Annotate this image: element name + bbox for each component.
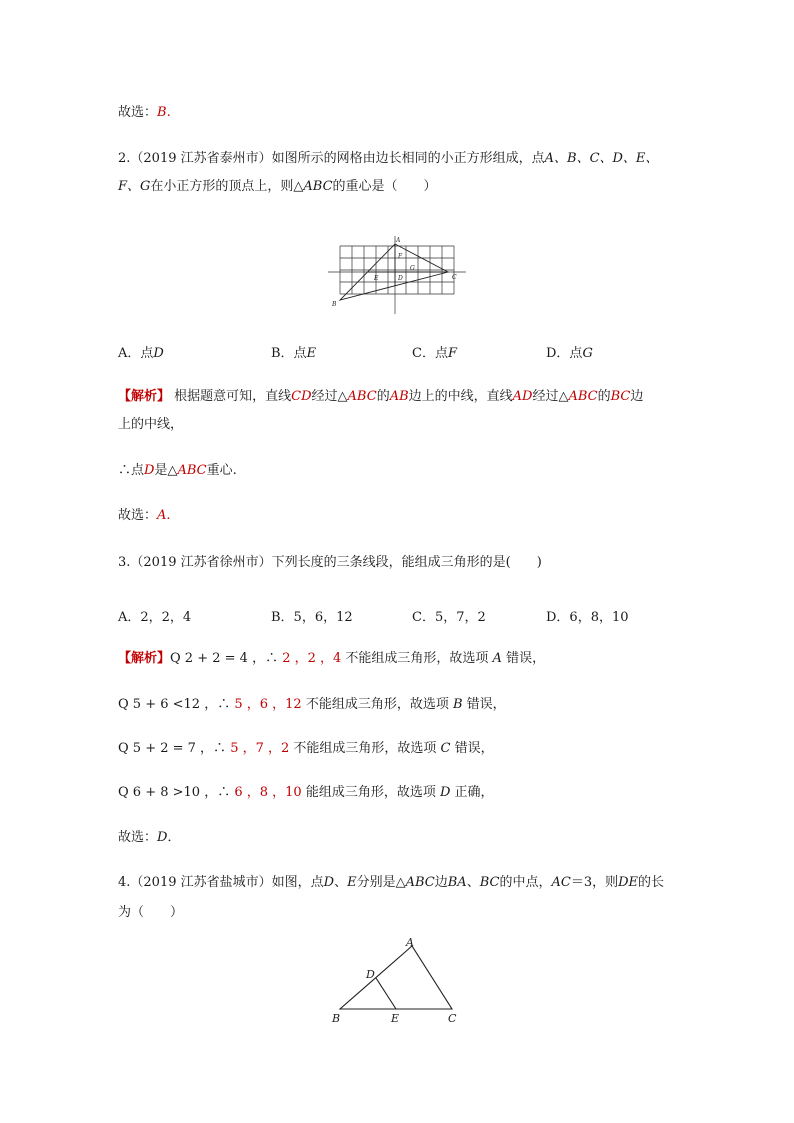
q2-option-a: A．点D <box>118 346 164 361</box>
fig2-label-B: B <box>332 301 337 308</box>
q3-step-4: Q 6 + 8 >10 ，∴ 6 ，8 ，10 能组成三角形，故选项 D 正确， <box>118 785 494 800</box>
previous-answer: 故选：B. <box>118 105 171 120</box>
q3-option-b: B．5，6，12 <box>271 610 353 625</box>
fig2-label-F: F <box>398 253 403 260</box>
q2-analysis-line1: 【解析】 根据题意可知，直线CD经过△ABC的AB边上的中线，直线AD经过△ABC的BC边 <box>118 389 644 404</box>
fig2-label-C: C <box>452 274 457 281</box>
q2-option-c: C．点F <box>412 346 457 361</box>
q4-triangle-figure <box>326 934 466 1030</box>
q3-option-d: D．6，8，10 <box>546 610 629 625</box>
q3-option-a: A．2，2，4 <box>118 610 192 625</box>
q2-stem-line1: 2.（2019 江苏省泰州市）如图所示的网格由边长相同的小正方形组成，点A、B、C、D、E、 <box>118 151 659 166</box>
q3-step-2: Q 5 + 6 <12 ，∴ 5 ，6 ，12 不能组成三角形，故选项 B 错误， <box>118 697 506 712</box>
q2-option-d: D．点G <box>546 346 593 361</box>
q2-option-b: B．点E <box>271 346 317 361</box>
q3-step-1: 【解析】Q 2 + 2 = 4 ，∴ 2 ，2 ，4 不能组成三角形，故选项 A 错误， <box>118 651 546 666</box>
fig2-label-D: D <box>398 275 403 282</box>
q3-step-3: Q 5 + 2 = 7 ，∴ 5 ，7 ，2 不能组成三角形，故选项 C 错误， <box>118 741 494 756</box>
q2-grid-figure <box>324 234 470 316</box>
fig4-label-D: D <box>366 968 375 981</box>
fig4-label-C: C <box>448 1012 457 1025</box>
q2-conclusion: ∴点D是△ABC重心. <box>118 463 237 478</box>
q2-answer: 故选：A. <box>118 508 171 523</box>
fig2-label-G: G <box>410 265 415 272</box>
fig2-label-E: E <box>374 275 379 282</box>
fig4-label-A: A <box>406 936 414 949</box>
q2-stem-line2: F、G在小正方形的顶点上，则△ABC的重心是（ ） <box>118 179 437 194</box>
q3-stem: 3.（2019 江苏省徐州市）下列长度的三条线段，能组成三角形的是( ) <box>118 555 542 570</box>
q2-analysis-line2: 上的中线， <box>118 417 184 432</box>
fig4-label-B: B <box>332 1012 341 1025</box>
q4-stem-line1: 4.（2019 江苏省盐城市）如图，点D、E分别是△ABC边BA、BC的中点，AC＝3，则DE的长 <box>118 875 665 890</box>
q3-answer: 故选：D． <box>118 830 181 845</box>
fig4-label-E: E <box>391 1012 400 1025</box>
q3-option-c: C．5，7，2 <box>412 610 486 625</box>
q4-stem-line2: 为（ ） <box>118 905 184 920</box>
fig2-label-A: A <box>396 237 401 244</box>
